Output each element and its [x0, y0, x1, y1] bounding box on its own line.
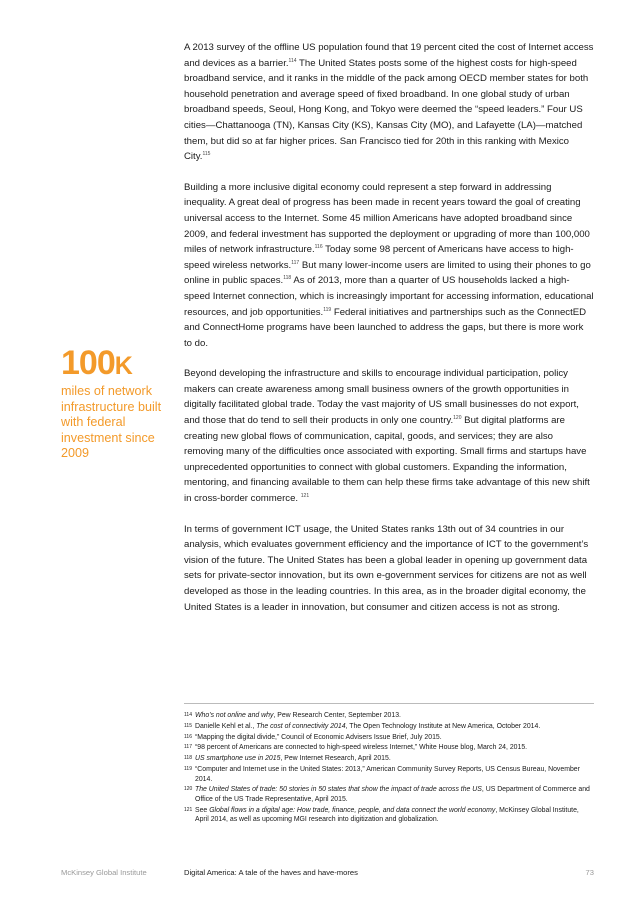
page-number: 73	[585, 868, 594, 877]
stat-caption: miles of network infrastructure built with federal investment since 2009	[61, 384, 162, 460]
footnote-divider	[184, 703, 594, 704]
footnote-121: 121 See Global flows in a digital age: How trade, finance, people, and data connect the world economy, McKinsey Global Institute, April 2014, as well as upcoming MGI research into digitization and globalization.	[184, 806, 579, 824]
footnote-115: 115 Danielle Kehl et al., The cost of connectivity 2014, The Open Technology Institute at New America, October 2014.	[184, 722, 541, 730]
footnote-ref: 115	[202, 151, 211, 158]
footer-publisher: McKinsey Global Institute	[61, 868, 147, 877]
footnote-116: 116 “Mapping the digital divide,” Council of Economic Advisers Issue Brief, July 2015.	[184, 733, 442, 741]
footnote-118: 118 US smartphone use in 2015, Pew Internet Research, April 2015.	[184, 755, 391, 763]
footnote-120: 120 The United States of trade: 50 stories in 50 states that show the impact of trade across the US, US Department of Commerce and Office of the US Trade Representative, April 2015.	[184, 786, 590, 803]
main-body	[184, 40, 594, 630]
footnote-117: 117 “98 percent of Americans are connected to high-speed wireless Internet,” White House blog, March 24, 2015.	[184, 744, 528, 752]
footer-report-title: Digital America: A tale of the haves and have-mores	[184, 868, 358, 877]
paragraph-cost-barrier: A 2013 survey of the offline US population found that 19 percent cited the cost of Internet access and devices as a barrier.$^{114}$ The United States posts some of the highest costs for high-speed broadband service, and it ranks in the middle of the pack among OECD member states for both household penetration and average speed of fixed broadband. In one global study of urban broadband speeds, Seoul, Hong Kong, and Tokyo were deemed the “speed leaders.” Four US cities—Chattanooga (TN), Kansas City (KS), Kansas City (MO), and Lafayette (LA)—matched them, but did so at far higher prices. San Francisco tied for 20th in this ranking with Mexico City.$^{115}$	[184, 42, 594, 163]
footnote-119: 119 “Computer and Internet use in the United States: 2013,” American Community Survey Reports, US Census Bureau, November 2014.	[184, 765, 580, 783]
paragraph-inclusive-economy: Building a more inclusive digital economy could represent a step forward in addressing inequality. A great deal of progress has been made in recent years toward the goal of creating universal access to the Internet. Some 45 million Americans have adopted broadband since 2009, and federal investment has supported the deployment or upgrading of more than 100,000 miles of network infrastructure.$^{116}$ Today some 98 percent of Americans have access to high-speed wireless networks.$^{117}$ But many lower-income users are limited to using their phones to go online in public spaces.$^{118}$ As of 2013, more than a quarter of US households lacked a high-speed Internet connection, which is increasingly important for accessing information, educational resources, and job opportunities.$^{119}$ Federal initiatives and partnerships such as the ConnectED and ConnectHome programs have been launched to address the gaps, but there is more work to do.	[184, 181, 594, 349]
stat-number: 100K	[61, 344, 132, 382]
paragraph-government-ict: In terms of government ICT usage, the United States ranks 13th out of 34 countries in our analysis, which evaluates government efficiency and the importance of ICT to the government’s vision of the future. The United States has been a global leader in opening up government data sets for private-sector innovation, but its own e-government services for citizens are not as well developed as those in the leading countries. In this area, as in the broader digital economy, the United States is a leader in innovation, but consumer and citizen access is not as strong.	[184, 523, 589, 613]
footnote-ref: 119	[323, 306, 332, 313]
footnote-114: 114 Who’s not online and why, Pew Research Center, September 2013.	[184, 712, 401, 719]
footnotes	[184, 711, 594, 826]
footnote-ref: 116	[314, 244, 323, 251]
footnote-ref: 114	[288, 57, 297, 64]
stat-callout	[61, 345, 179, 462]
footnote-ref: 118	[283, 275, 292, 282]
footnote-ref: 117	[291, 259, 300, 266]
paragraph-small-business: Beyond developing the infrastructure and skills to encourage individual participation, policy makers can create awareness among small business owners of the growth opportunities in digitally facilitated global trade. Today the vast majority of US small businesses do not export, and those that do tend to sell their products in only one country.$^{120}$ But digital platforms are creating new global flows of communication, capital, goods, and services; they are also removing many of the difficulties once associated with exporting. Small firms and startups have unprecedented opportunities to connect with global customers. Expanding the information, mentoring, and financing available to them can help these firms take advantage of this new shift in cross-border commerce. $^{121}$	[184, 368, 590, 505]
stat-unit: K	[114, 352, 132, 380]
footnote-ref: 121	[300, 493, 310, 500]
footnote-ref: 120	[453, 415, 462, 422]
